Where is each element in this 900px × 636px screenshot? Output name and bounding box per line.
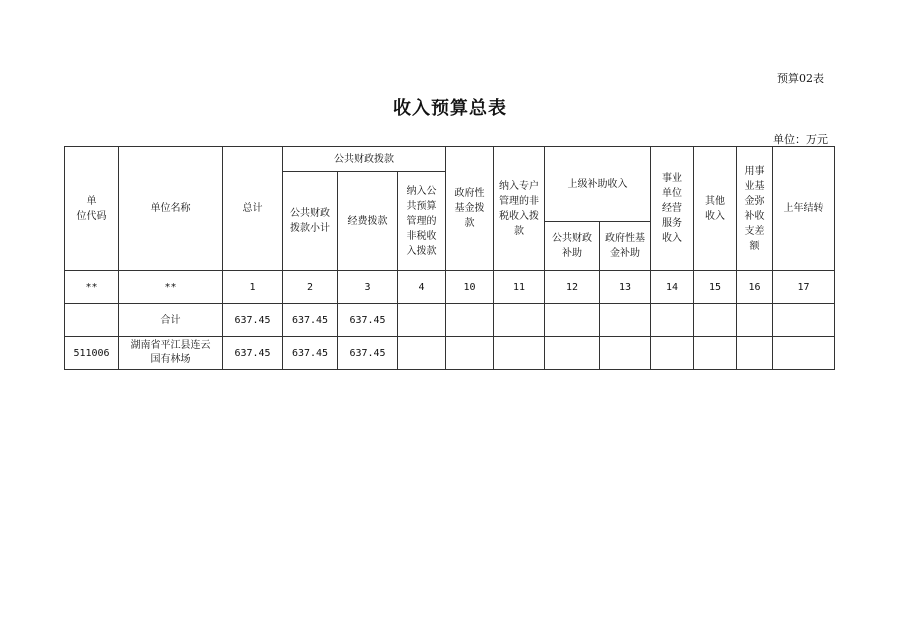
empty-cell [494,337,545,370]
income-budget-table [64,146,835,370]
index-cell: 10 [446,271,494,304]
header-total: 总计 [223,147,283,271]
header-superior-subsidy: 上级补助收入 [545,147,651,222]
cell-subtotal: 637.45 [283,304,338,337]
empty-cell [737,304,773,337]
cell-total: 637.45 [223,304,283,337]
empty-cell [694,304,737,337]
index-cell: ** [119,271,223,304]
empty-cell [494,304,545,337]
header-unit-code: 单 位代码 [65,147,119,271]
empty-cell [545,337,600,370]
cell-total: 637.45 [223,337,283,370]
page-title: 收入预算总表 [393,98,507,119]
cell-code [65,304,119,337]
index-cell: 14 [651,271,694,304]
header-special-non-tax: 纳入专户 管理的非 税收入拨 款 [494,147,545,271]
table-row [65,337,835,370]
empty-cell [600,337,651,370]
empty-cell [694,337,737,370]
header-carryover: 上年结转 [773,147,835,271]
index-row [65,271,835,304]
header-business-income: 事业 单位 经营 服务 收入 [651,147,694,271]
cell-expense: 637.45 [338,337,398,370]
cell-name: 湖南省平江县连云 国有林场 [119,337,223,370]
header-public-finance: 公共财政拨款 [283,147,446,172]
index-cell: 12 [545,271,600,304]
cell-subtotal: 637.45 [283,337,338,370]
table-row-total [65,304,835,337]
empty-cell [651,337,694,370]
empty-cell [600,304,651,337]
index-cell: 15 [694,271,737,304]
index-cell: 1 [223,271,283,304]
header-public-finance-subtotal: 公共财政 拨款小计 [283,172,338,271]
index-cell: 2 [283,271,338,304]
cell-name: 合计 [119,304,223,337]
header-unit-name: 单位名称 [119,147,223,271]
empty-cell [773,337,835,370]
header-other-income: 其他 收入 [694,147,737,271]
header-public-finance-subsidy: 公共财政 补助 [545,222,600,271]
empty-cell [773,304,835,337]
empty-cell [737,337,773,370]
form-number: 预算02表 [777,72,824,85]
empty-cell [398,337,446,370]
empty-cell [446,337,494,370]
cell-expense: 637.45 [338,304,398,337]
empty-cell [398,304,446,337]
header-gov-fund-subsidy: 政府性基 金补助 [600,222,651,271]
cell-code: 511006 [65,337,119,370]
header-non-tax-income: 纳入公 共预算 管理的 非税收 入拨款 [398,172,446,271]
index-cell: 16 [737,271,773,304]
header-expense-appropriation: 经费拨款 [338,172,398,271]
index-cell: 11 [494,271,545,304]
index-cell: 17 [773,271,835,304]
index-cell: 3 [338,271,398,304]
index-cell: 13 [600,271,651,304]
header-gov-fund: 政府性 基金拨 款 [446,147,494,271]
empty-cell [651,304,694,337]
empty-cell [545,304,600,337]
index-cell: 4 [398,271,446,304]
empty-cell [446,304,494,337]
header-business-fund: 用事 业基 金弥 补收 支差 额 [737,147,773,271]
unit-label: 单位：万元 [773,133,828,146]
index-cell: ** [65,271,119,304]
